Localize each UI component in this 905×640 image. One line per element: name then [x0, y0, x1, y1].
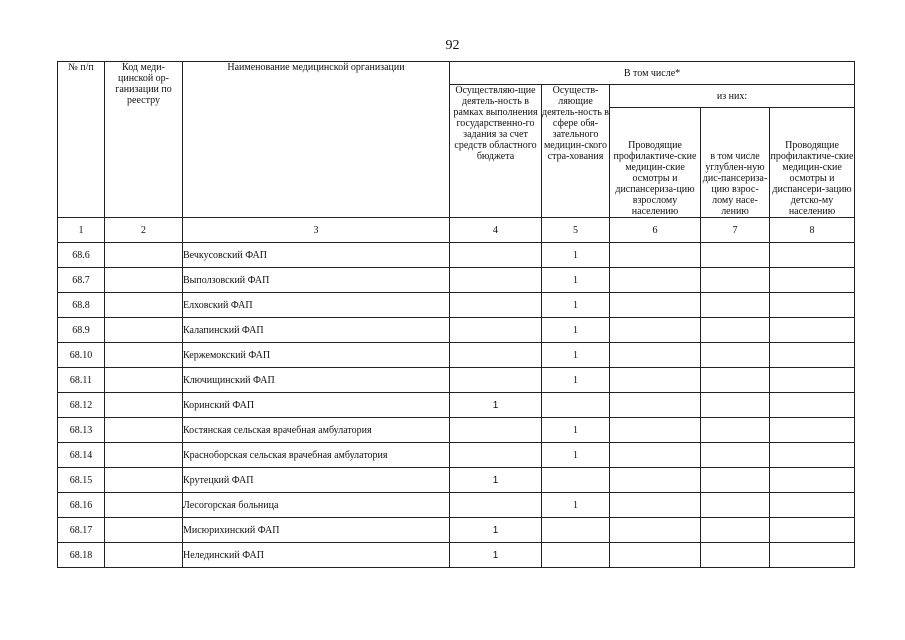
row-code	[105, 368, 183, 393]
header-of-them: из них:	[610, 85, 855, 108]
row-child-checkups	[770, 343, 855, 368]
row-regional-budget	[450, 293, 542, 318]
header-in-depth: в том числе углублен-ную дис-пансериза-цию взрос-лому насе-лению	[701, 108, 770, 218]
row-oms	[542, 393, 610, 418]
row-child-checkups	[770, 243, 855, 268]
row-number: 68.18	[58, 543, 105, 568]
row-org-name: Крутецкий ФАП	[183, 468, 450, 493]
table-row	[58, 518, 855, 543]
row-org-name: Елховский ФАП	[183, 293, 450, 318]
table-header	[58, 62, 855, 243]
header-including: В том числе*	[450, 62, 855, 85]
row-adult-checkups	[610, 243, 701, 268]
row-number: 68.6	[58, 243, 105, 268]
row-regional-budget	[450, 243, 542, 268]
row-child-checkups	[770, 318, 855, 343]
row-child-checkups	[770, 268, 855, 293]
row-adult-checkups	[610, 268, 701, 293]
header-org-name: Наименование медицинской организации	[183, 62, 450, 218]
table-row	[58, 418, 855, 443]
row-org-name: Коринский ФАП	[183, 393, 450, 418]
row-code	[105, 518, 183, 543]
row-number: 68.17	[58, 518, 105, 543]
column-number: 8	[770, 218, 855, 243]
header-code: Код меди-цинской ор-ганизации по реестру	[105, 62, 183, 218]
row-oms	[542, 468, 610, 493]
table-row	[58, 343, 855, 368]
row-child-checkups	[770, 518, 855, 543]
table-row	[58, 468, 855, 493]
row-oms: 1	[542, 443, 610, 468]
column-numbers-row	[58, 218, 855, 243]
row-oms: 1	[542, 418, 610, 443]
row-oms: 1	[542, 493, 610, 518]
table-row	[58, 443, 855, 468]
row-adult-checkups	[610, 493, 701, 518]
row-number: 68.15	[58, 468, 105, 493]
row-number: 68.8	[58, 293, 105, 318]
row-regional-budget	[450, 493, 542, 518]
row-adult-checkups	[610, 343, 701, 368]
row-number: 68.11	[58, 368, 105, 393]
row-code	[105, 318, 183, 343]
row-in-depth	[701, 543, 770, 568]
row-oms: 1	[542, 268, 610, 293]
row-code	[105, 393, 183, 418]
row-code	[105, 543, 183, 568]
row-in-depth	[701, 293, 770, 318]
row-adult-checkups	[610, 368, 701, 393]
row-regional-budget: 1	[450, 393, 542, 418]
row-adult-checkups	[610, 518, 701, 543]
table-row	[58, 318, 855, 343]
row-oms	[542, 518, 610, 543]
row-adult-checkups	[610, 468, 701, 493]
row-number: 68.9	[58, 318, 105, 343]
row-regional-budget	[450, 418, 542, 443]
row-oms: 1	[542, 243, 610, 268]
row-child-checkups	[770, 293, 855, 318]
table-row	[58, 393, 855, 418]
row-in-depth	[701, 418, 770, 443]
row-in-depth	[701, 393, 770, 418]
header-child-checkups: Проводящие профилактиче-ские медицин-ские осмотры и диспансери-зацию детско-му населению	[770, 108, 855, 218]
row-code	[105, 468, 183, 493]
column-number: 1	[58, 218, 105, 243]
row-number: 68.10	[58, 343, 105, 368]
row-child-checkups	[770, 418, 855, 443]
row-org-name: Лесогорская больница	[183, 493, 450, 518]
row-org-name: Костянская сельская врачебная амбулатория	[183, 418, 450, 443]
row-org-name: Нелединский ФАП	[183, 543, 450, 568]
header-regional-budget: Осуществляю-щие деятель-ность в рамках выполнения государственно-го задания за счет средств областного бюджета	[450, 85, 542, 218]
row-org-name: Мисюрихинский ФАП	[183, 518, 450, 543]
row-org-name: Выползовский ФАП	[183, 268, 450, 293]
table-row	[58, 293, 855, 318]
header-num: № п/п	[58, 62, 105, 218]
row-child-checkups	[770, 368, 855, 393]
row-oms: 1	[542, 343, 610, 368]
column-number: 6	[610, 218, 701, 243]
row-code	[105, 243, 183, 268]
table-row	[58, 543, 855, 568]
row-regional-budget: 1	[450, 543, 542, 568]
row-org-name: Красноборская сельская врачебная амбулатория	[183, 443, 450, 468]
row-org-name: Вечкусовский ФАП	[183, 243, 450, 268]
row-regional-budget: 1	[450, 468, 542, 493]
column-number: 2	[105, 218, 183, 243]
row-code	[105, 418, 183, 443]
row-code	[105, 343, 183, 368]
row-number: 68.7	[58, 268, 105, 293]
row-in-depth	[701, 493, 770, 518]
row-number: 68.12	[58, 393, 105, 418]
row-oms: 1	[542, 318, 610, 343]
row-code	[105, 443, 183, 468]
row-in-depth	[701, 443, 770, 468]
row-code	[105, 268, 183, 293]
row-child-checkups	[770, 443, 855, 468]
table-row	[58, 243, 855, 268]
row-adult-checkups	[610, 443, 701, 468]
row-regional-budget	[450, 443, 542, 468]
row-org-name: Калапинский ФАП	[183, 318, 450, 343]
row-in-depth	[701, 318, 770, 343]
row-regional-budget	[450, 268, 542, 293]
row-org-name: Кержемокский ФАП	[183, 343, 450, 368]
table-row	[58, 268, 855, 293]
row-oms	[542, 543, 610, 568]
table-body	[58, 243, 855, 568]
row-oms: 1	[542, 368, 610, 393]
row-code	[105, 293, 183, 318]
row-adult-checkups	[610, 293, 701, 318]
header-oms: Осуществ-ляющие деятель-ность в сфере обя-зательного медицин-ского стра-хования	[542, 85, 610, 218]
row-in-depth	[701, 243, 770, 268]
row-in-depth	[701, 368, 770, 393]
row-child-checkups	[770, 543, 855, 568]
table-row	[58, 493, 855, 518]
page-number: 92	[445, 38, 460, 53]
header-adult-checkups: Проводящие профилактиче-ские медицин-ские осмотры и диспансериза-цию взрослому населению	[610, 108, 701, 218]
row-child-checkups	[770, 493, 855, 518]
row-in-depth	[701, 268, 770, 293]
row-regional-budget	[450, 368, 542, 393]
column-number: 4	[450, 218, 542, 243]
row-adult-checkups	[610, 393, 701, 418]
row-code	[105, 493, 183, 518]
row-in-depth	[701, 468, 770, 493]
table-row	[58, 368, 855, 393]
row-adult-checkups	[610, 543, 701, 568]
column-number: 3	[183, 218, 450, 243]
column-number: 5	[542, 218, 610, 243]
row-child-checkups	[770, 468, 855, 493]
row-in-depth	[701, 343, 770, 368]
column-number: 7	[701, 218, 770, 243]
row-adult-checkups	[610, 418, 701, 443]
row-number: 68.13	[58, 418, 105, 443]
row-oms: 1	[542, 293, 610, 318]
row-regional-budget: 1	[450, 518, 542, 543]
organizations-table	[57, 61, 855, 568]
row-number: 68.16	[58, 493, 105, 518]
row-child-checkups	[770, 393, 855, 418]
row-adult-checkups	[610, 318, 701, 343]
row-number: 68.14	[58, 443, 105, 468]
row-regional-budget	[450, 318, 542, 343]
row-in-depth	[701, 518, 770, 543]
row-regional-budget	[450, 343, 542, 368]
row-org-name: Ключищинский ФАП	[183, 368, 450, 393]
